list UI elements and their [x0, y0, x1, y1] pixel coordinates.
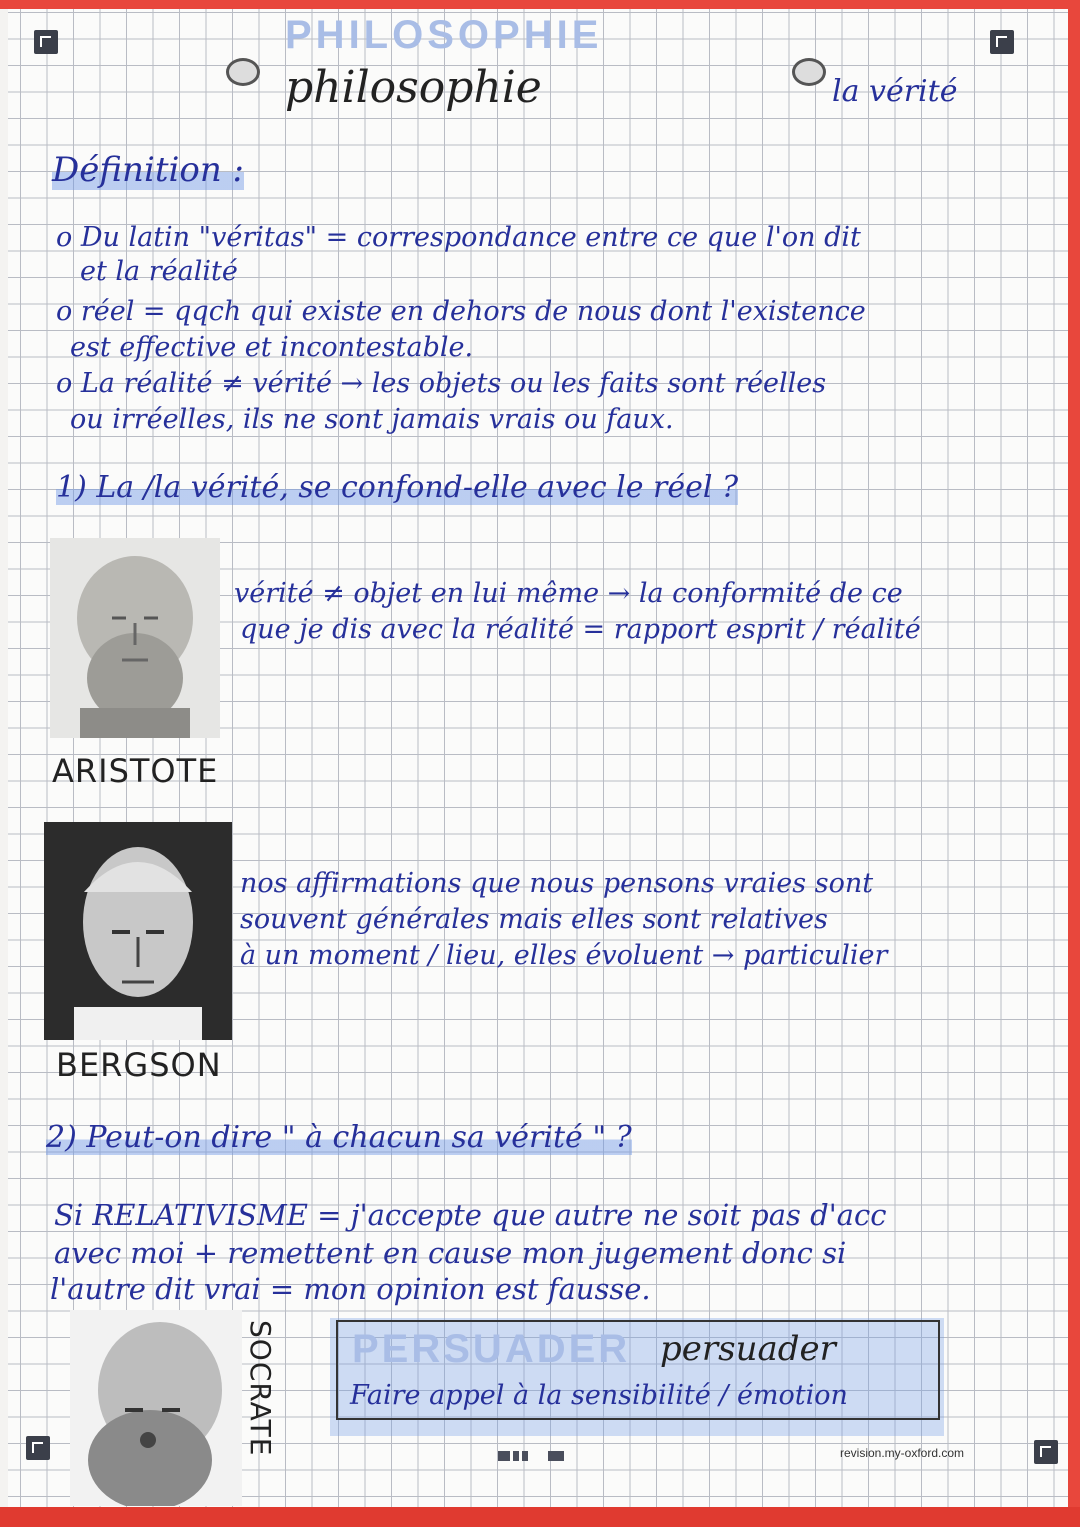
- relativisme-line: Si RELATIVISME = j'accepte que autre ne soit pas d'acc: [54, 1198, 887, 1232]
- bergson-line: souvent générales mais elles sont relatives: [240, 904, 828, 935]
- binder-hole-icon: [792, 58, 826, 86]
- subtitle: la vérité: [832, 74, 958, 109]
- aristote-caption: ARISTOTE: [52, 752, 219, 790]
- section2-heading: 2) Peut-on dire " à chacun sa vérité " ?: [46, 1120, 632, 1155]
- binder-hole-icon: [226, 58, 260, 86]
- footer-marks-icon: [498, 1446, 567, 1465]
- definition-line: ou irréelles, ils ne sont jamais vrais ou faux.: [70, 404, 674, 435]
- page-title: philosophie: [285, 62, 542, 113]
- corner-mark-icon: [1034, 1440, 1058, 1464]
- aristote-line: que je dis avec la réalité = rapport esprit / réalité: [240, 614, 921, 645]
- aristote-portrait: [50, 538, 220, 738]
- definition-line: o Du latin "véritas" = correspondance entre ce que l'on dit: [56, 222, 861, 253]
- footer-url: revision.my-oxford.com: [840, 1446, 965, 1460]
- bergson-caption: BERGSON: [56, 1046, 222, 1084]
- section1-heading: 1) La /la vérité, se confond-elle avec le réel ?: [56, 470, 739, 505]
- persuader-title: persuader: [660, 1329, 836, 1369]
- bergson-portrait: [44, 822, 232, 1040]
- page-title-print: PHILOSOPHIE: [285, 13, 603, 57]
- socrate-caption: SOCRATE: [244, 1320, 277, 1457]
- corner-mark-icon: [34, 30, 58, 54]
- page-border-right: [1068, 0, 1080, 1527]
- socrate-portrait: [70, 1310, 242, 1506]
- persuader-print: PERSUADER: [352, 1327, 631, 1371]
- corner-mark-icon: [26, 1436, 50, 1460]
- definition-heading: Définition :: [52, 150, 244, 190]
- persuader-text: Faire appel à la sensibilité / émotion: [350, 1380, 848, 1411]
- page-border-top: [0, 0, 1080, 9]
- aristote-line: vérité ≠ objet en lui même → la conformité de ce: [234, 578, 903, 609]
- bergson-line: à un moment / lieu, elles évoluent → particulier: [240, 940, 888, 971]
- definition-line: o La réalité ≠ vérité → les objets ou les faits sont réelles: [56, 368, 827, 399]
- bergson-line: nos affirmations que nous pensons vraies sont: [240, 868, 874, 899]
- definition-line: o réel = qqch qui existe en dehors de nous dont l'existence: [56, 296, 866, 327]
- relativisme-line: avec moi + remettent en cause mon jugement donc si: [54, 1236, 847, 1270]
- relativisme-line: l'autre dit vrai = mon opinion est fausse.: [50, 1272, 651, 1306]
- definition-line: est effective et incontestable.: [70, 332, 474, 363]
- definition-line: et la réalité: [80, 256, 238, 287]
- corner-mark-icon: [990, 30, 1014, 54]
- page-border-bottom: [0, 1507, 1080, 1527]
